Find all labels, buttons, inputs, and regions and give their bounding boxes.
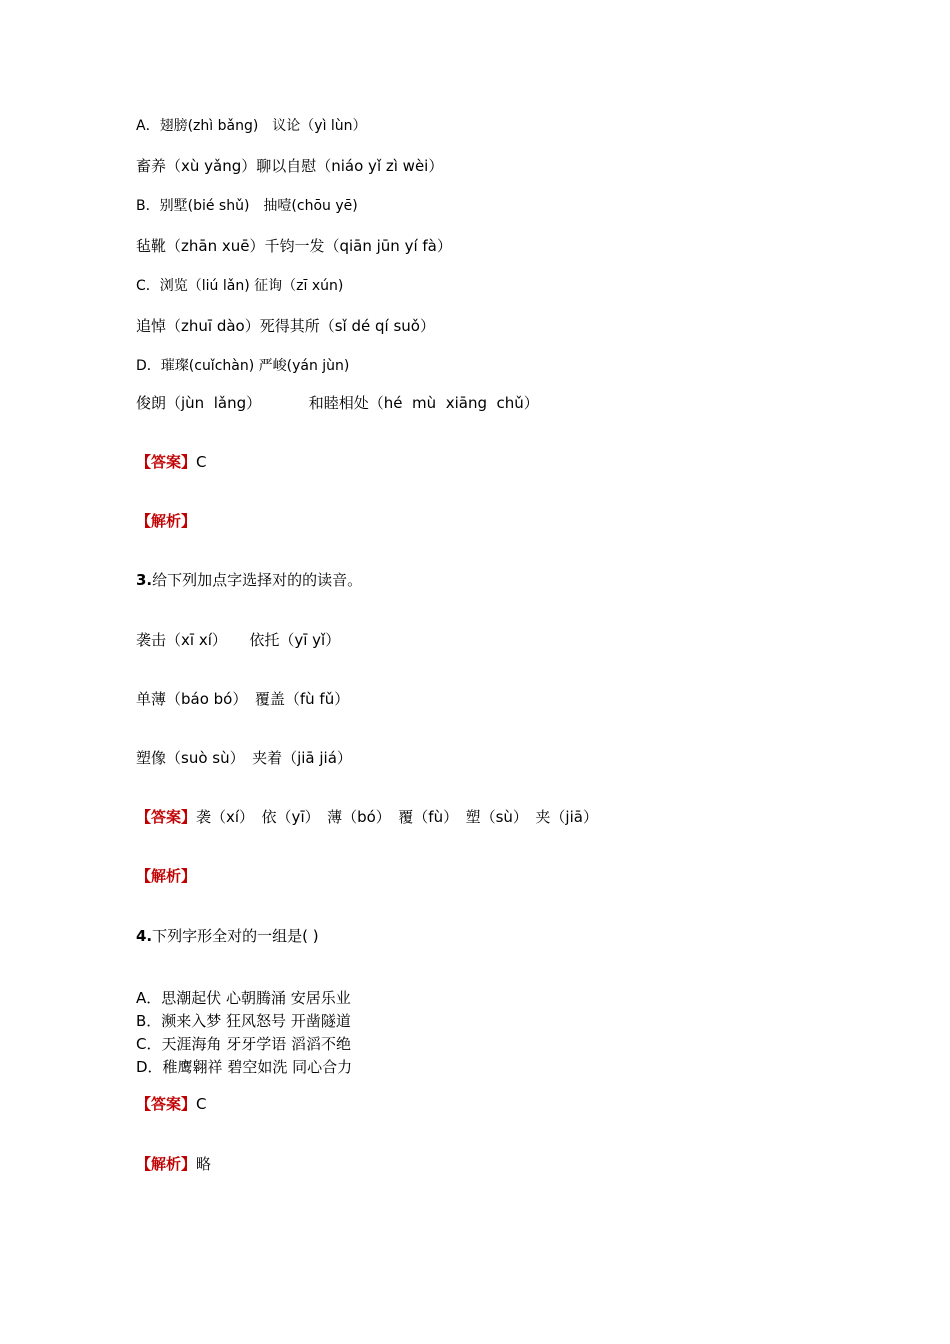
q2-option-b-line1: B．别墅(bié shǔ) 抽噎(chōu yē) [136, 198, 358, 214]
q2-answer [136, 452, 207, 472]
q3-analysis [136, 866, 196, 886]
q4-option-a: A．思潮起伏 心朝腾涌 安居乐业 [136, 989, 351, 1007]
analysis-label: 【解析】 [136, 512, 197, 530]
answer-value: C [196, 453, 207, 471]
answer-label: 【答案】 [136, 1095, 197, 1113]
answer-value: C [196, 1095, 207, 1113]
answer-label: 【答案】 [136, 453, 197, 471]
q2-analysis [136, 511, 196, 531]
q4-option-b: B．濒来入梦 狂风怒号 开凿隧道 [136, 1012, 351, 1030]
q3-row-2: 单薄（báo bó） 覆盖（fù fǔ） [136, 690, 350, 708]
q4-analysis [136, 1154, 211, 1174]
q2-option-d-line1: D．璀璨(cuǐchàn) 严峻(yán jùn) [136, 358, 350, 374]
q4-option-d: D．稚鹰翱祥 碧空如洗 同心合力 [136, 1058, 353, 1076]
q3-row-3: 塑像（suò sù） 夹着（jiā jiá） [136, 749, 352, 767]
q3-answer [136, 807, 598, 827]
q2-option-a-line2: 畜养（xù yǎng）聊以自慰（niáo yǐ zì wèi） [136, 157, 444, 175]
question-number: 4. [136, 927, 153, 945]
q4-option-c: C．天涯海角 牙牙学语 滔滔不绝 [136, 1035, 352, 1053]
question-text: 下列字形全对的一组是( ) [152, 927, 319, 945]
q3-question [136, 570, 362, 590]
answer-value: 袭（xí） 依（yī） 薄（bó） 覆（fù） 塑（sù） 夹（jiā） [196, 808, 598, 826]
q2-option-a-line1: A．翅膀(zhì bǎng) 议论（yì lùn） [136, 118, 367, 134]
q3-row-1: 袭击（xī xí） 依托（yī yǐ） [136, 631, 341, 649]
q2-option-c-line2: 追悼（zhuī dào）死得其所（sǐ dé qí suǒ） [136, 317, 435, 335]
q4-answer [136, 1094, 207, 1114]
question-number: 3. [136, 571, 153, 589]
question-text: 给下列加点字选择对的的读音。 [152, 571, 363, 589]
answer-label: 【答案】 [136, 808, 197, 826]
q2-option-c-line1: C．浏览（liú lǎn) 征询（zī xún) [136, 278, 344, 294]
analysis-label: 【解析】 [136, 1155, 197, 1173]
analysis-label: 【解析】 [136, 867, 197, 885]
q4-question [136, 926, 319, 946]
q2-option-b-line2: 毡靴（zhān xuē）千钧一发（qiān jūn yí fà） [136, 237, 452, 255]
q2-option-d-line2: 俊朗（jùn lǎng） 和睦相处（hé mù xiāng chǔ） [136, 394, 539, 412]
analysis-value: 略 [196, 1155, 212, 1173]
